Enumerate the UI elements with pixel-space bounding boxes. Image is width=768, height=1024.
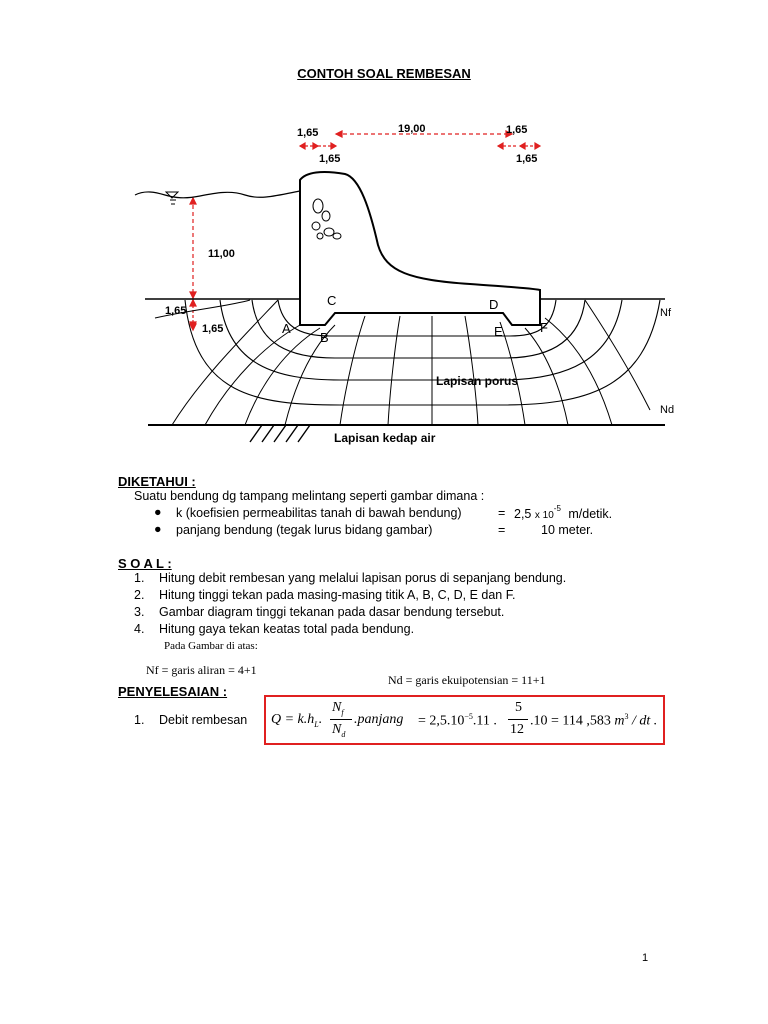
point-label-b: B bbox=[320, 330, 329, 345]
nf-label: Nf bbox=[660, 307, 671, 319]
diketahui-intro: Suatu bendung dg tampang melintang seperti gambar dimana : bbox=[134, 489, 485, 503]
soal-item: Hitung tinggi tekan pada masing-masing titik A, B, C, D, E dan F. bbox=[159, 588, 516, 602]
dim-label: 1,65 bbox=[506, 124, 528, 136]
equipotential-lines bbox=[155, 300, 650, 425]
impermeable-layer-label: Lapisan kedap air bbox=[334, 431, 436, 445]
list-number: 3. bbox=[134, 605, 145, 619]
soal-note: Pada Gambar di atas: bbox=[164, 640, 258, 652]
fraction-2-denominator: 12 bbox=[510, 722, 524, 737]
list-number: 4. bbox=[134, 622, 145, 636]
diketahui-heading: DIKETAHUI : bbox=[118, 474, 196, 489]
fraction-1-denominator: $N_d$ bbox=[332, 722, 346, 739]
bullet-icon: ● bbox=[154, 505, 162, 519]
list-number: 1. bbox=[134, 713, 145, 727]
formula-rhs1: = $2,5.10^{-5}.11$ . bbox=[418, 712, 497, 729]
formula-rhs3: .10 = 114 ,583 $m^3$ / dt . bbox=[530, 712, 658, 729]
formula-lhs: $Q = k.h_L$. bbox=[271, 712, 323, 729]
point-label-a: A bbox=[282, 321, 291, 336]
fraction-2-numerator: 5 bbox=[515, 700, 522, 715]
dam-seepage-figure bbox=[0, 110, 768, 450]
flow-lines bbox=[185, 300, 660, 405]
point-label-e: E bbox=[494, 324, 503, 339]
formula-mid: .panjang bbox=[354, 712, 404, 727]
dim-label: 1,65 bbox=[202, 323, 224, 335]
dim-label: 1,65 bbox=[319, 153, 341, 165]
diketahui-item-label: panjang bendung (tegak lurus bidang gambar) bbox=[176, 523, 433, 537]
fraction-bar bbox=[508, 719, 528, 720]
page-number: 1 bbox=[642, 952, 649, 964]
soal-heading: S O A L : bbox=[118, 556, 172, 571]
penyelesaian-heading: PENYELESAIAN : bbox=[118, 684, 228, 699]
page-title: CONTOH SOAL REMBESAN bbox=[297, 66, 471, 81]
diketahui-item-value: 2,5 x $10^{-5}$ m/detik. bbox=[514, 504, 613, 522]
nd-note: Nd = garis ekuipotensian = 11+1 bbox=[388, 673, 546, 687]
dim-label: 1,65 bbox=[165, 305, 187, 317]
soal-item: Gambar diagram tinggi tekanan pada dasar bendung tersebut. bbox=[159, 605, 505, 619]
soal-item: Hitung gaya tekan keatas total pada bendung. bbox=[159, 622, 415, 636]
dim-label: 19,00 bbox=[398, 123, 426, 135]
dim-label: 11,00 bbox=[208, 248, 235, 260]
penyelesaian-item-label: Debit rembesan bbox=[159, 713, 248, 727]
dim-label: 1,65 bbox=[516, 153, 538, 165]
point-label-c: C bbox=[327, 293, 337, 308]
list-number: 1. bbox=[134, 571, 145, 585]
diketahui-item-value: 10 meter. bbox=[541, 523, 594, 537]
fraction-bar bbox=[330, 719, 352, 720]
soal-item: Hitung debit rembesan yang melalui lapisan porus di sepanjang bendung. bbox=[159, 571, 567, 585]
fraction-1-numerator: $N_f$ bbox=[332, 700, 344, 717]
diketahui-item-label: k (koefisien permeabilitas tanah di bawah bendung) bbox=[176, 506, 462, 520]
dim-label: 1,65 bbox=[297, 127, 319, 139]
diketahui-item-eq: = bbox=[498, 523, 506, 537]
bullet-icon: ● bbox=[154, 522, 162, 536]
nf-note: Nf = garis aliran = 4+1 bbox=[146, 663, 257, 677]
list-number: 2. bbox=[134, 588, 145, 602]
nd-label: Nd bbox=[660, 404, 675, 416]
point-label-d: D bbox=[489, 297, 499, 312]
porous-layer-label: Lapisan porus bbox=[436, 374, 519, 388]
diketahui-item-eq: = bbox=[498, 506, 506, 520]
point-label-f: F bbox=[540, 320, 548, 335]
